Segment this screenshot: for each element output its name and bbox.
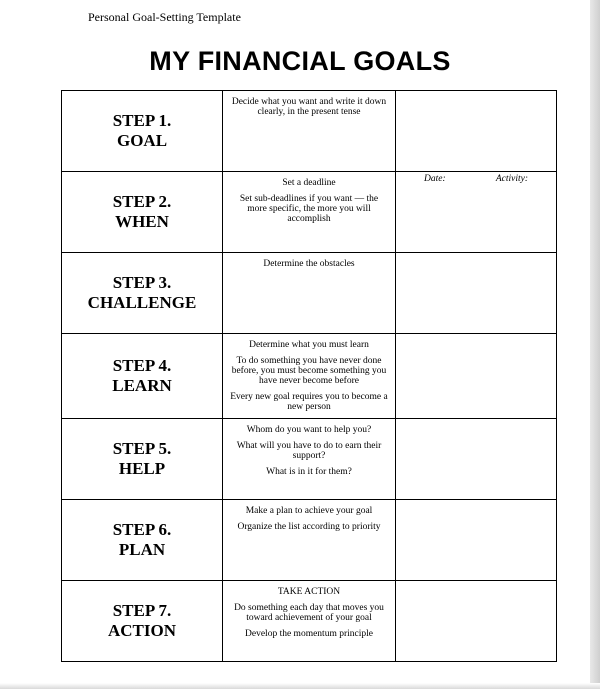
description-line: Whom do you want to help you? — [246, 425, 372, 435]
notes-cell[interactable] — [396, 500, 557, 581]
description-line: Do something each day that moves you toward achievement of your goal — [234, 603, 384, 623]
page-title: MY FINANCIAL GOALS — [149, 46, 451, 76]
activity-label: Activity: — [495, 174, 528, 184]
step-number: STEP 7. — [112, 601, 172, 620]
step-name: LEARN — [112, 376, 172, 395]
step-label — [62, 253, 223, 334]
notes-cell[interactable] — [396, 253, 557, 334]
notes-cell[interactable] — [396, 419, 557, 500]
notes-cell[interactable] — [396, 91, 557, 172]
step-label — [62, 581, 223, 662]
step-description — [223, 581, 396, 662]
notes-column-headers — [396, 172, 556, 184]
goal-steps-table — [61, 90, 557, 662]
notes-cell[interactable] — [396, 172, 557, 253]
date-label: Date: — [424, 174, 446, 184]
description-line: Develop the momentum principle — [245, 629, 373, 639]
description-line: What is in it for them? — [266, 467, 352, 477]
description-line: To do something you have never done before, you must become something you have never become before — [231, 356, 387, 386]
step-number: STEP 1. — [112, 111, 172, 130]
step-label — [62, 91, 223, 172]
step-number: STEP 2. — [112, 192, 172, 211]
table-row — [62, 253, 557, 334]
description-line: TAKE ACTION — [277, 587, 341, 597]
step-label — [62, 334, 223, 419]
page-edge-bottom — [0, 683, 600, 689]
step-label — [62, 419, 223, 500]
step-name: PLAN — [118, 540, 166, 559]
table-row — [62, 500, 557, 581]
table-row — [62, 334, 557, 419]
step-number: STEP 6. — [112, 520, 172, 539]
description-line: Set a deadline — [282, 178, 336, 188]
notes-cell[interactable] — [396, 334, 557, 419]
step-description — [223, 253, 396, 334]
step-name: CHALLENGE — [87, 293, 197, 312]
table-row — [62, 91, 557, 172]
step-name: HELP — [118, 459, 166, 478]
table-row — [62, 172, 557, 253]
notes-cell[interactable] — [396, 581, 557, 662]
document-header: Personal Goal-Setting Template — [88, 10, 241, 24]
description-line: Decide what you want and write it down clearly, in the present tense — [231, 97, 387, 117]
step-label — [62, 500, 223, 581]
step-description — [223, 91, 396, 172]
description-line: Organize the list according to priority — [237, 522, 381, 532]
description-line: Determine what you must learn — [249, 340, 369, 350]
description-line: What will you have to do to earn their support? — [236, 441, 382, 461]
step-name: GOAL — [116, 131, 168, 150]
step-number: STEP 3. — [112, 273, 172, 292]
step-description — [223, 334, 396, 419]
step-description — [223, 500, 396, 581]
step-name: ACTION — [107, 621, 176, 640]
step-name: WHEN — [115, 212, 169, 231]
step-description — [223, 419, 396, 500]
step-number: STEP 4. — [112, 356, 172, 375]
description-line: Determine the obstacles — [263, 259, 355, 269]
step-number: STEP 5. — [112, 439, 172, 458]
step-label — [62, 172, 223, 253]
page-edge — [590, 0, 600, 689]
table-row — [62, 581, 557, 662]
step-description — [223, 172, 396, 253]
table-row — [62, 419, 557, 500]
description-line: Make a plan to achieve your goal — [245, 506, 373, 516]
description-line: Every new goal requires you to become a new person — [230, 392, 388, 412]
description-line: Set sub-deadlines if you want — the more specific, the more you will accomplish — [239, 194, 379, 224]
